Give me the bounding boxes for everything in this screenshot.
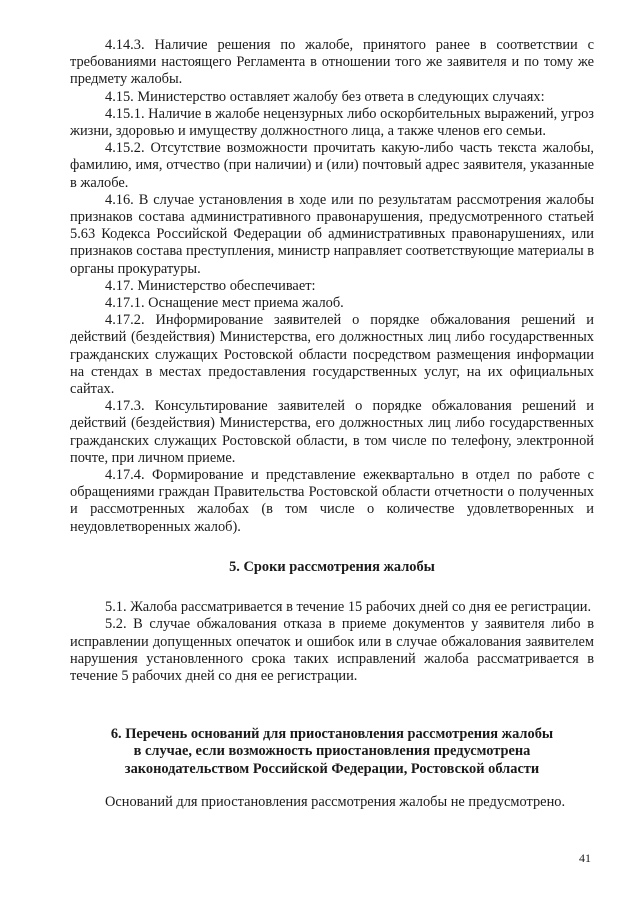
section-5-heading: 5. Сроки рассмотрения жалобы [229,558,435,575]
page-number: 41 [579,851,591,865]
paragraph-4-15-1: 4.15.1. Наличие в жалобе нецензурных либо оскорбительных выражений, угроз жизни, здоровью и имуществу должностного лица, а также членов его семьи. [70,105,594,140]
paragraph-5-1: 5.1. Жалоба рассматривается в течение 15 рабочих дней со дня ее регистрации. [105,599,592,616]
paragraph-5-2: 5.2. В случае обжалования отказа в приеме документов у заявителя либо в исправлении допущенных опечаток и ошибок или в случае обжалования заявителем нарушения установленного срока таких исправлений жалоба рассматривается в течение 5 рабочих дней со дня ее регистрации. [70,616,594,684]
paragraph-4-14-3: 4.14.3. Наличие решения по жалобе, принятого ранее в соответствии с требованиями настоящего Регламента в отношении того же заявителя и по тому же предмету жалобы. [70,37,594,88]
paragraph-4-17-4: 4.17.4. Формирование и представление ежеквартально в отдел по работе с обращениями граждан Правительства Ростовской области отчетности о полученных и рассмотренных жалобах (в том числе о количестве удовлетворенных и неудовлетворенных жалоб). [70,467,594,535]
document-body [70,37,594,811]
paragraph-4-15: 4.15. Министерство оставляет жалобу без ответа в следующих случаях: [105,88,545,105]
paragraph-4-17-2: 4.17.2. Информирование заявителей о порядке обжалования решений и действий (бездействия) Министерства, его должностных лиц либо государственных гражданских служащих Ростовской области посредством размещения информации на стендах в местах предоставления государственных услуг, на их официальных сайтах. [70,312,594,398]
paragraph-6-body: Оснований для приостановления рассмотрения жалобы не предусмотрено. [105,793,566,810]
paragraph-4-15-2: 4.15.2. Отсутствие возможности прочитать какую-либо часть текста жалобы, фамилию, имя, отчество (при наличии) и (или) почтовый адрес заявителя, указанные в жалобе. [70,140,594,191]
paragraph-4-17-1: 4.17.1. Оснащение мест приема жалоб. [105,295,344,312]
paragraph-4-17-3: 4.17.3. Консультирование заявителей о порядке обжалования решений и действий (бездействия) Министерства, его должностных лиц либо государственных гражданских служащих Ростовской области, в том числе по телефону, электронной почте, при личном приеме. [70,398,594,466]
section-6-heading [70,726,594,778]
section-6-heading-line-2: в случае, если возможность приостановления предусмотрена [133,743,531,760]
paragraph-4-16: 4.16. В случае установления в ходе или по результатам рассмотрения жалобы признаков состава административного правонарушения, предусмотренного статьей 5.63 Кодекса Российской Федерации об административных правонарушениях, или признаков состава преступления, министр направляет соответствующие материалы в органы прокуратуры. [70,191,594,277]
paragraph-4-17: 4.17. Министерство обеспечивает: [105,277,316,294]
section-6-heading-line-3: законодательством Российской Федерации, Ростовской области [124,760,540,777]
section-6-heading-line-1: 6. Перечень оснований для приостановления рассмотрения жалобы [110,726,554,743]
